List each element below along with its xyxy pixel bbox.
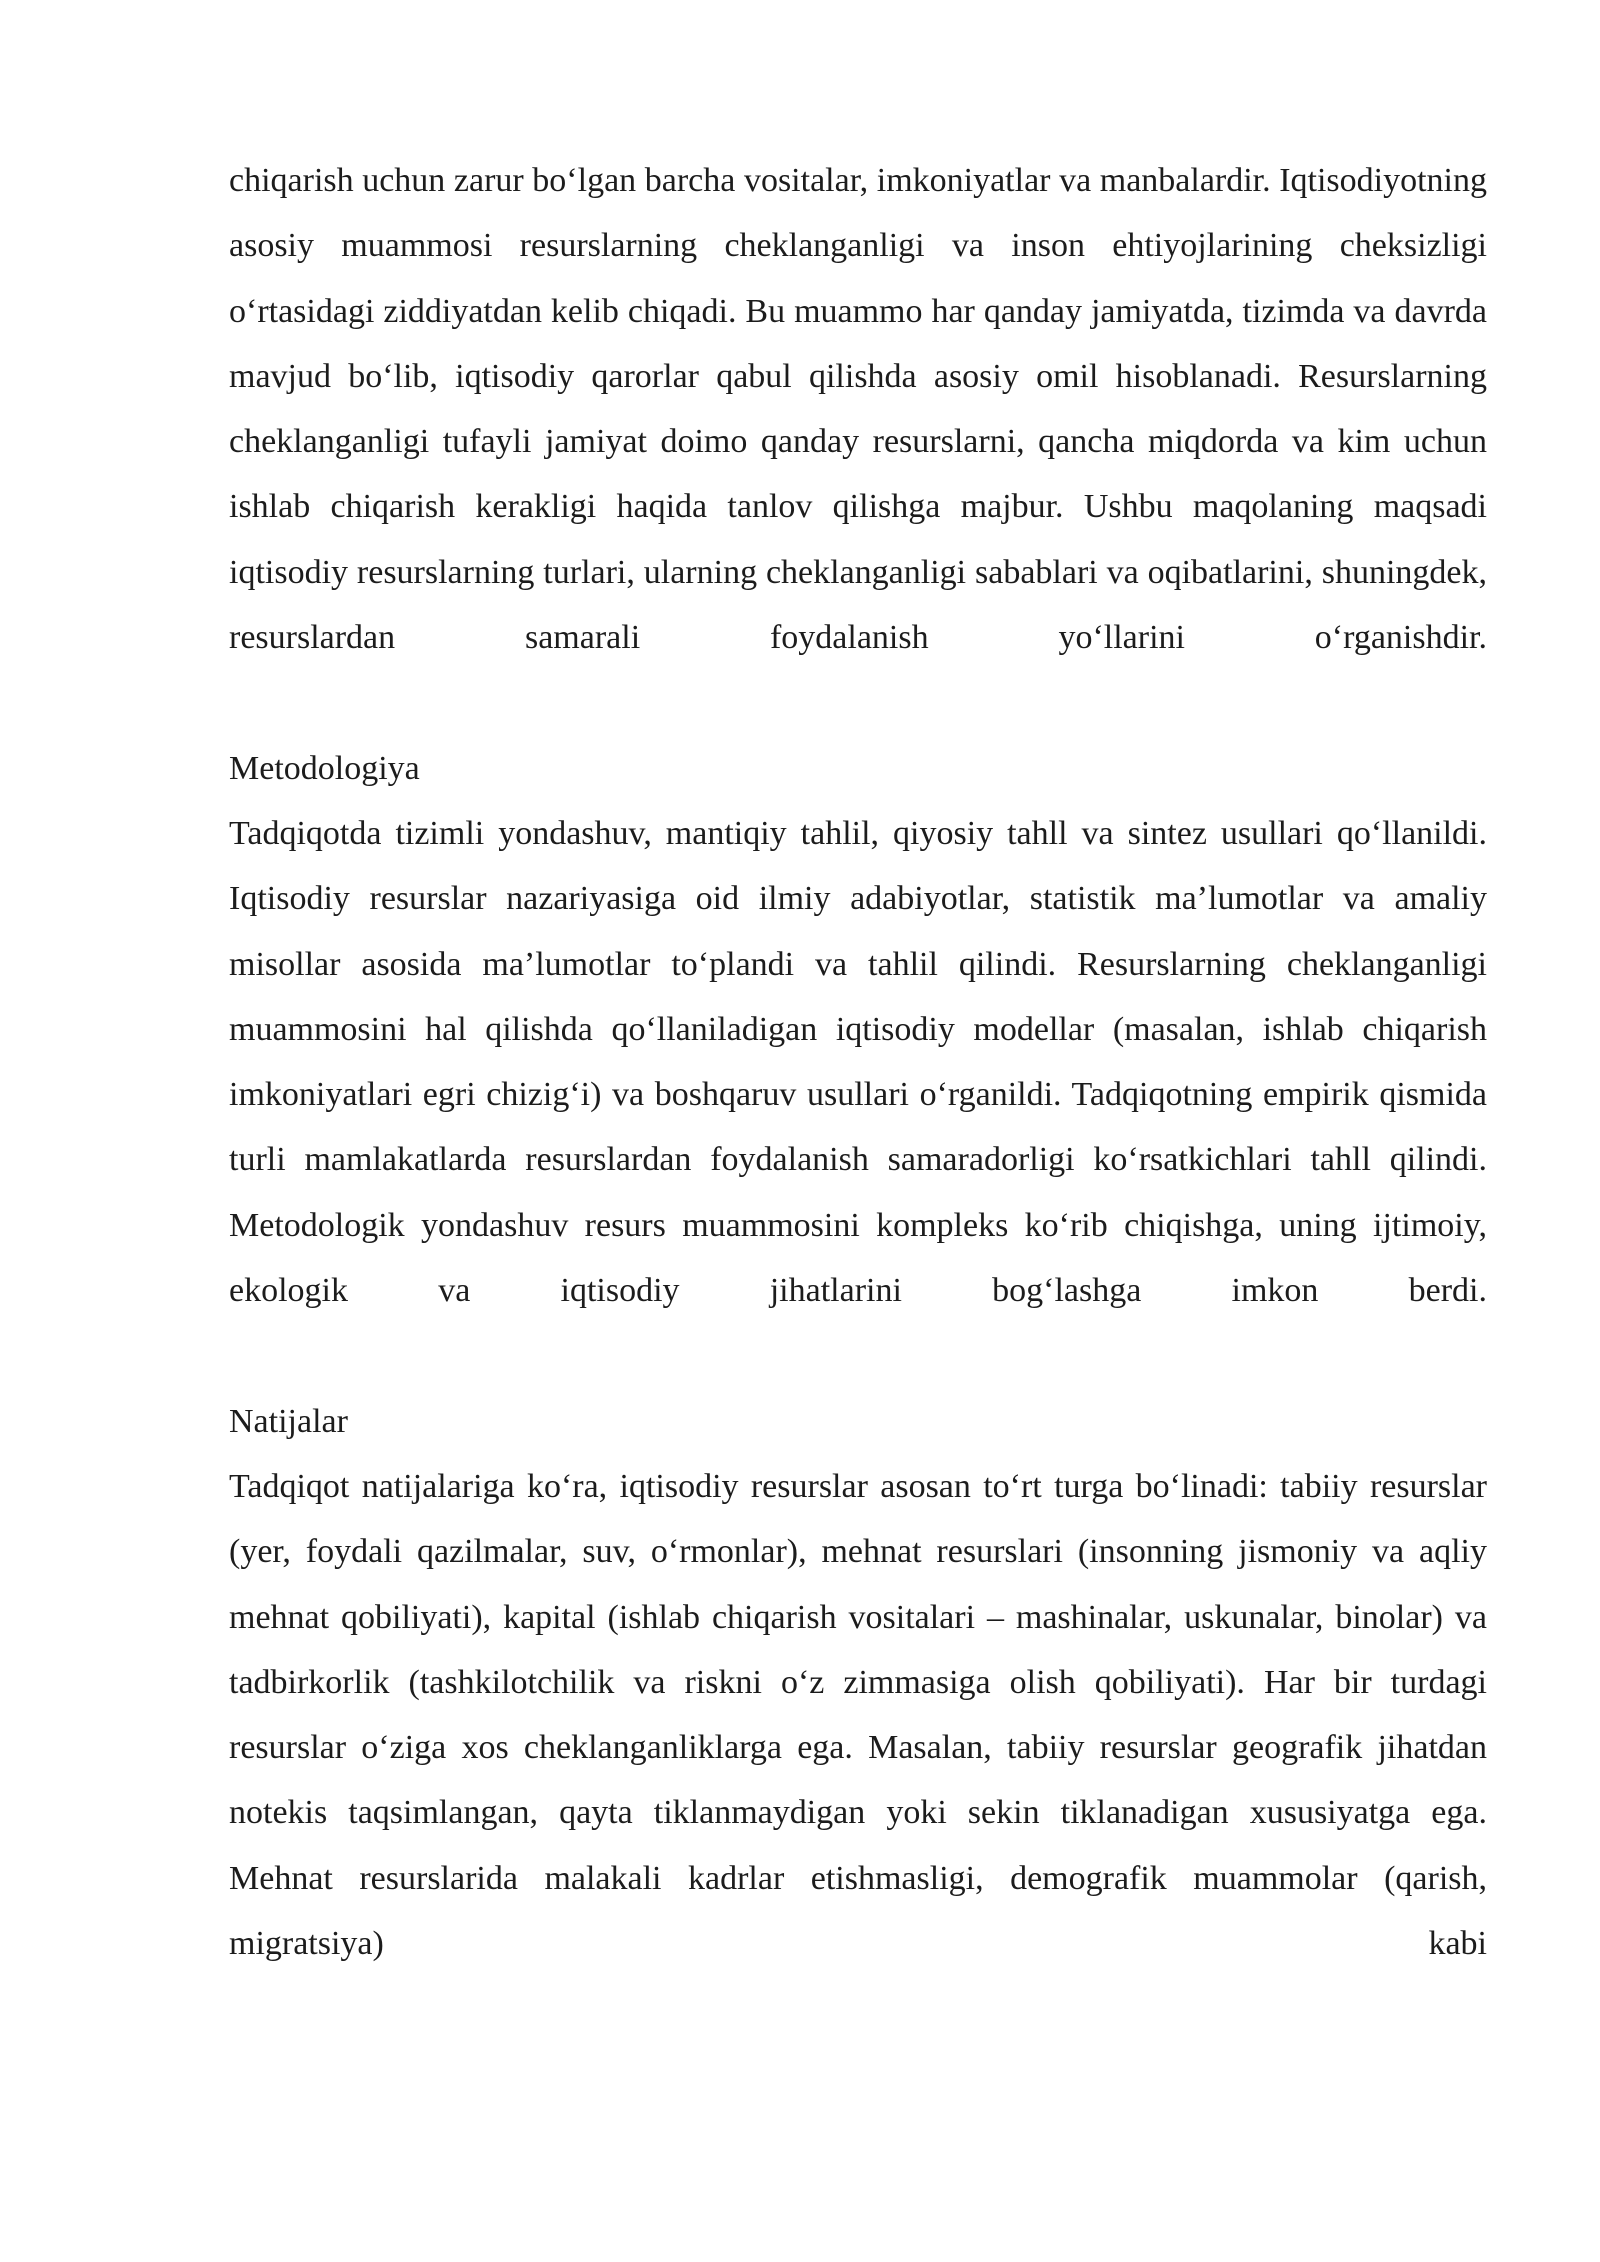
section-heading-methodology: Metodologiya: [229, 749, 420, 787]
results-paragraph: Tadqiqot natijalariga ko‘ra, iqtisodiy resurslar asosan to‘rt turga bo‘linadi: tabiiy resurslar (yer, foydali qazilmalar, suv, o‘rmonlar), mehnat resurslari (insonning jismoniy va aqliy mehnat qobiliyati), kapital (ishlab chiqarish vositalari – mashinalar, uskunalar, binolar) va tadbirkorlik (tashkilotchilik va riskni o‘z zimmasiga olish qobiliyati). Har bir turdagi resurslar o‘ziga xos cheklanganliklarga ega. Masalan, tabiiy resurslar geografik jihatdan notekis taqsimlangan, qayta tiklanmaydigan yoki sekin tiklanadigan xususiyatga ega. Mehnat resurslarida malakali kadrlar etishmasligi, demografik muammolar (qarish, migratsiya) kabi: [229, 1467, 1487, 1963]
methodology-paragraph: Tadqiqotda tizimli yondashuv, mantiqiy tahlil, qiyosiy tahll va sintez usullari qo‘llanildi. Iqtisodiy resurslar nazariyasiga oid ilmiy adabiyotlar, statistik ma’lumotlar va amaliy misollar asosida ma’lumotlar to‘plandi va tahlil qilindi. Resurslarning cheklanganligi muammosini hal qilishda qo‘llaniladigan iqtisodiy modellar (masalan, ishlab chiqarish imkoniyatlari egri chizig‘i) va boshqaruv usullari o‘rganildi. Tadqiqotning empirik qismida turli mamlakatlarda resurslardan foydalanish samaradorligi ko‘rsatkichlari tahll qilindi. Metodologik yondashuv resurs muammosini kompleks ko‘rib chiqishga, uning ijtimoiy, ekologik va iqtisodiy jihatlarini bog‘lashga imkon berdi.: [229, 814, 1487, 1310]
section-heading-results: Natijalar: [229, 1402, 348, 1440]
paragraph-spacer: [229, 1323, 1487, 1388]
document-body: [229, 148, 1487, 1976]
intro-paragraph: chiqarish uchun zarur bo‘lgan barcha vositalar, imkoniyatlar va manbalardir. Iqtisodiyotning asosiy muammosi resurslarning cheklanganligi va inson ehtiyojlarining cheksizligi o‘rtasidagi ziddiyatdan kelib chiqadi. Bu muammo har qanday jamiyatda, tizimda va davrda mavjud bo‘lib, iqtisodiy qarorlar qabul qilishda asosiy omil hisoblanadi. Resurslarning cheklanganligi tufayli jamiyat doimo qanday resurslarni, qancha miqdorda va kim uchun ishlab chiqarish kerakligi haqida tanlov qilishga majbur. Ushbu maqolaning maqsadi iqtisodiy resurslarning turlari, ularning cheklanganligi sabablari va oqibatlarini, shuningdek, resurslardan samarali foydalanish yo‘llarini o‘rganishdir.: [229, 162, 1487, 657]
paragraph-spacer: [229, 670, 1487, 735]
